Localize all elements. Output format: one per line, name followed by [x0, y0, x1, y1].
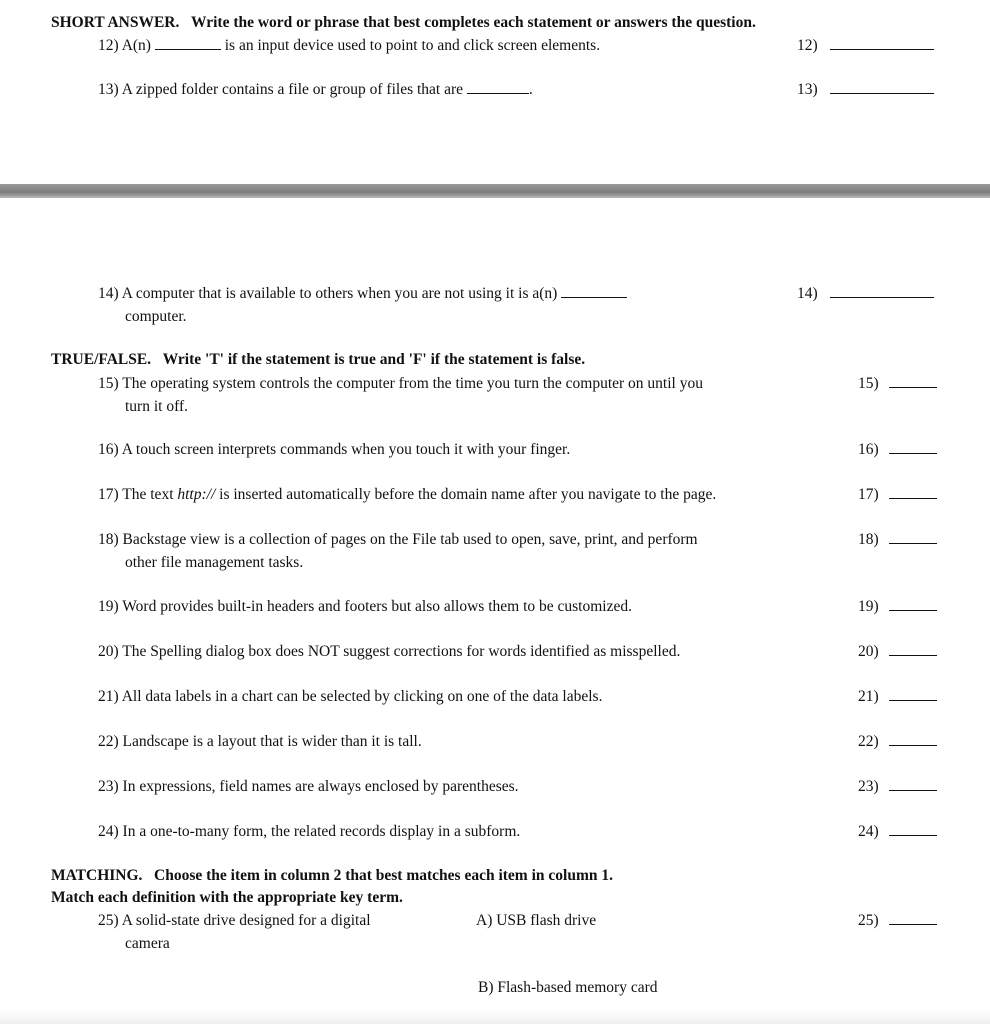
question-number: 16)	[98, 441, 119, 458]
answer-line[interactable]	[889, 542, 937, 544]
answer-line[interactable]	[889, 497, 937, 499]
question-text: In expressions, field names are always enclosed by parentheses.	[122, 778, 519, 795]
question-21	[98, 688, 602, 706]
question-text: is inserted automatically before the domain name after you navigate to the page.	[219, 486, 717, 503]
question-22	[98, 733, 422, 751]
answer-line[interactable]	[889, 609, 937, 611]
answer-number: 18)	[858, 531, 879, 548]
question-text: In a one-to-many form, the related records display in a subform.	[122, 823, 521, 840]
question-number: 18)	[98, 531, 119, 548]
answer-slot-21[interactable]	[858, 688, 937, 706]
question-20	[98, 643, 680, 661]
section-title: TRUE/FALSE.	[51, 351, 152, 368]
question-14-line2: computer.	[125, 308, 187, 325]
section-instruction: Choose the item in column 2 that best matches each item in column 1.	[154, 867, 613, 884]
question-12	[98, 37, 600, 55]
question-23	[98, 778, 519, 796]
answer-line[interactable]	[889, 744, 937, 746]
question-text: A computer that is available to others when you are not using it is a(n)	[121, 285, 558, 302]
question-number: 12)	[98, 37, 119, 54]
answer-line[interactable]	[889, 923, 937, 925]
section-title: MATCHING.	[51, 867, 143, 884]
question-text: Backstage view is a collection of pages on the File tab used to open, save, print, and perform	[122, 531, 698, 548]
question-18-line2: other file management tasks.	[125, 554, 304, 571]
question-number: 24)	[98, 823, 119, 840]
question-19	[98, 598, 632, 616]
question-text: All data labels in a chart can be selected by clicking on one of the data labels.	[121, 688, 603, 705]
answer-number: 25)	[858, 912, 879, 929]
question-13	[98, 81, 533, 99]
answer-line[interactable]	[889, 699, 937, 701]
answer-number: 19)	[858, 598, 879, 615]
answer-number: 24)	[858, 823, 879, 840]
matching-heading	[51, 867, 613, 885]
question-text: The text	[122, 486, 174, 503]
question-text: The operating system controls the computer from the time you turn the computer on until you	[122, 375, 703, 392]
question-text: A(n)	[121, 37, 151, 54]
section-instruction: Write the word or phrase that best completes each statement or answers the question.	[191, 14, 756, 31]
question-16	[98, 441, 570, 459]
answer-number: 20)	[858, 643, 879, 660]
answer-number: 12)	[797, 37, 818, 54]
matching-option-b: B) Flash-based memory card	[478, 979, 658, 996]
answer-line[interactable]	[889, 834, 937, 836]
answer-line[interactable]	[889, 386, 937, 388]
question-25	[98, 912, 371, 930]
question-number: 19)	[98, 598, 119, 615]
answer-line[interactable]	[889, 654, 937, 656]
question-text: Word provides built-in headers and footers but also allows them to be customized.	[122, 598, 632, 615]
question-24	[98, 823, 520, 841]
true-false-heading	[51, 351, 585, 369]
question-text-italic: http://	[177, 486, 216, 503]
answer-slot-22[interactable]	[858, 733, 937, 751]
answer-slot-14[interactable]	[797, 285, 934, 303]
answer-line[interactable]	[830, 92, 934, 94]
answer-number: 14)	[797, 285, 818, 302]
answer-slot-20[interactable]	[858, 643, 937, 661]
question-number: 15)	[98, 375, 119, 392]
question-number: 23)	[98, 778, 119, 795]
answer-number: 16)	[858, 441, 879, 458]
question-25-line2: camera	[125, 935, 170, 952]
short-answer-heading	[51, 14, 756, 32]
answer-slot-16[interactable]	[858, 441, 937, 459]
section-title: SHORT ANSWER.	[51, 14, 180, 31]
answer-slot-23[interactable]	[858, 778, 937, 796]
answer-slot-12[interactable]	[797, 37, 934, 55]
question-18	[98, 531, 698, 549]
question-15-line2: turn it off.	[125, 398, 188, 415]
matching-option-a: A) USB flash drive	[476, 912, 597, 929]
fill-blank[interactable]	[467, 92, 529, 94]
answer-number: 22)	[858, 733, 879, 750]
question-text: A solid-state drive designed for a digital	[121, 912, 371, 929]
question-17	[98, 486, 716, 504]
answer-slot-24[interactable]	[858, 823, 937, 841]
question-number: 14)	[98, 285, 119, 302]
section-instruction: Write 'T' if the statement is true and 'F' if the statement is false.	[162, 351, 586, 368]
fill-blank[interactable]	[561, 296, 627, 298]
answer-slot-13[interactable]	[797, 81, 934, 99]
answer-slot-17[interactable]	[858, 486, 937, 504]
question-number: 17)	[98, 486, 119, 503]
question-15	[98, 375, 703, 393]
answer-line[interactable]	[830, 48, 934, 50]
answer-line[interactable]	[830, 296, 934, 298]
question-text: A touch screen interprets commands when you touch it with your finger.	[121, 441, 571, 458]
answer-slot-19[interactable]	[858, 598, 937, 616]
question-number: 25)	[98, 912, 119, 929]
page-bottom-shadow	[0, 1010, 990, 1024]
question-text: The Spelling dialog box does NOT suggest corrections for words identified as misspelled.	[122, 643, 681, 660]
answer-number: 13)	[797, 81, 818, 98]
answer-number: 21)	[858, 688, 879, 705]
answer-number: 15)	[858, 375, 879, 392]
page-break-divider	[0, 184, 990, 198]
question-number: 22)	[98, 733, 119, 750]
answer-slot-25[interactable]	[858, 912, 937, 930]
question-14	[98, 285, 627, 303]
question-text: is an input device used to point to and click screen elements.	[224, 37, 601, 54]
answer-number: 23)	[858, 778, 879, 795]
question-number: 21)	[98, 688, 119, 705]
answer-line[interactable]	[889, 789, 937, 791]
question-text: A zipped folder contains a file or group of files that are	[121, 81, 464, 98]
question-text: .	[528, 81, 533, 98]
question-number: 13)	[98, 81, 119, 98]
answer-line[interactable]	[889, 452, 937, 454]
fill-blank[interactable]	[155, 48, 221, 50]
answer-slot-18[interactable]	[858, 531, 937, 549]
matching-subinstruction: Match each definition with the appropriate key term.	[51, 889, 403, 906]
answer-number: 17)	[858, 486, 879, 503]
answer-slot-15[interactable]	[858, 375, 937, 393]
question-number: 20)	[98, 643, 119, 660]
question-text: Landscape is a layout that is wider than it is tall.	[122, 733, 422, 750]
